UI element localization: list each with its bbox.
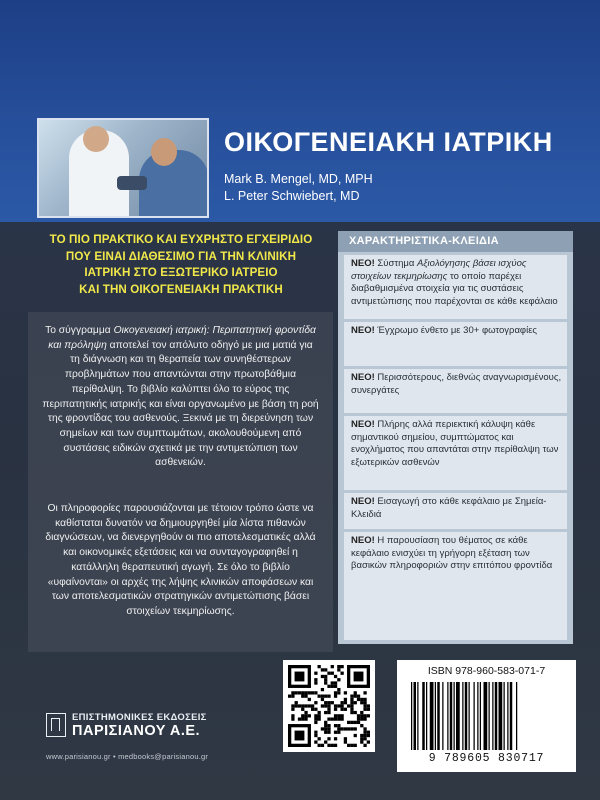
description-panel (28, 312, 333, 652)
desc-p1-book-title: Οικογενειακή ιατρική: Περιπατητική φροντίδα και πρόληψη (48, 325, 316, 351)
feature-text: Έγχρωμο ένθετο με 30+ φωτογραφίες (374, 325, 538, 336)
photo-doctor-head (83, 126, 109, 152)
feature-item (344, 416, 567, 490)
photo-patient-head (151, 138, 177, 166)
book-title: ΟΙΚΟΓΕΝΕΙΑΚΗ ΙΑΤΡΙΚΗ (224, 127, 553, 157)
feature-text: Εισαγωγή στο κάθε κεφάλαιο με Σημεία-Κλειδιά (351, 496, 547, 520)
isbn-label: ISBN 978-960-583-071-7 (427, 665, 546, 677)
desc-p1-post: αποτελεί τον απόλυτο οδηγό με μια ματιά για τη διάγνωση και τη θεραπεία των συνηθέστερων προβλημάτων που απαντώνται στην πρωτοβάθμια περίθαλψη. Το βιβλίο καλύπτει όλο το εύρος της περιπατητικής ιατρικής και είναι οργανωμένο με βάση τη ροή της φροντίδας του ασθενούς. Ξεκινά με τη διερεύνηση των σημείων και των συμπτωμάτων, ακολουθούμενη από συστάσεις ειδικών σχετικά με την αντιμετώπιση των ασθενειών. (42, 339, 319, 469)
new-tag: ΝΕΟ! (351, 496, 375, 507)
new-tag: ΝΕΟ! (351, 372, 375, 383)
key-features-heading: ΧΑΡΑΚΤΗΡΙΣΤΙΚΑ-ΚΛΕΙΔΙΑ (338, 231, 573, 252)
desc-p1-pre: Το σύγγραμμα (45, 325, 114, 336)
publisher-subtitle: ΕΠΙΣΤΗΜΟΝΙΚΕΣ ΕΚΔΟΣΕΙΣ (72, 712, 207, 723)
publisher-logo-icon (46, 713, 66, 737)
new-tag: ΝΕΟ! (351, 419, 375, 430)
feature-text-italic: Αξιολόγησης βάσει ισχύος στοιχείων τεκμηρίωσης (351, 258, 527, 282)
qr-code-graphic (288, 665, 370, 747)
qr-code (283, 660, 375, 752)
publisher-contact: www.parisianou.gr • medbooks@parisianou.gr (46, 752, 209, 761)
feature-item (344, 493, 567, 529)
author-2: L. Peter Schwiebert, MD (224, 189, 360, 203)
photo-bp-cuff (117, 176, 147, 190)
feature-text: Η παρουσίαση του θέματος σε κάθε κεφάλαιο ενισχύει τη γρήγορη εξέταση των βασικών πληροφοριών στην επιτόπου φροντίδα (351, 535, 553, 572)
feature-item (344, 322, 567, 366)
headline-line: ΤΟ ΠΙΟ ΠΡΑΚΤΙΚΟ ΚΑΙ ΕΥΧΡΗΣΤΟ ΕΓΧΕΙΡΙΔΙΟ (49, 233, 313, 246)
barcode-digits: 9 789605 830717 (428, 752, 545, 765)
headline-line: ΙΑΤΡΙΚΗ ΣΤΟ ΕΞΩΤΕΡΙΚΟ ΙΑΤΡΕΙΟ (84, 266, 278, 279)
description-paragraph-1 (28, 324, 333, 471)
publisher-name: ΠΑΡΙΣΙΑΝΟΥ Α.Ε. (72, 723, 201, 739)
author-1: Mark B. Mengel, MD, MPH (224, 172, 373, 186)
feature-text: Πλήρης αλλά περιεκτική κάλυψη κάθε σημαντικού σημείου, συμπτώματος και ενοχλήματος που απαντάται στην περίθαλψη των εξωτερικών ασθενών (351, 419, 559, 468)
key-features-panel (338, 231, 573, 644)
feature-text: Σύστημα (374, 258, 417, 269)
new-tag: ΝΕΟ! (351, 325, 375, 336)
barcode-graphic (409, 682, 565, 750)
cover-photo (37, 118, 209, 218)
isbn-barcode (397, 660, 576, 772)
new-tag: ΝΕΟ! (351, 258, 375, 269)
new-tag: ΝΕΟ! (351, 535, 375, 546)
headline-line: ΚΑΙ ΤΗΝ ΟΙΚΟΓΕΝΕΙΑΚΗ ΠΡΑΚΤΙΚΗ (79, 282, 283, 296)
description-paragraph-2: Οι πληροφορίες παρουσιάζονται με τέτοιον τρόπο ώστε να καθίσταται δυνατόν να δημιουργηθεί μία λίστα πιθανών διαγνώσεων, να διενεργηθούν οι πιο αποτελεσματικές αλλά και οικονομικές εξετάσεις και να συνταγογραφηθεί η κατάλληλη θεραπευτική αγωγή. Σε όλο το βιβλίο «υφαίνονται» οι αρχές της λήψης κλινικών αποφάσεων και των αποτελεσματικών στρατηγικών αντιμετώπισης βάσει στοιχείων τεκμηρίωσης. (45, 503, 316, 617)
feature-item (344, 255, 567, 319)
headline (28, 232, 334, 298)
feature-item (344, 369, 567, 413)
feature-text: Περισσότερους, διεθνώς αναγνωρισμένους, συνεργάτες (351, 372, 562, 396)
feature-item (344, 532, 567, 640)
feature-text: το οποίο παρέχει διαβαθμισμένα στοιχεία για τις συστάσεις αντιμετώπισης που παρέχονται σε κάθε κεφάλαιο (351, 270, 558, 307)
headline-line: ΠΟΥ ΕΙΝΑΙ ΔΙΑΘΕΣΙΜΟ ΓΙΑ ΤΗΝ ΚΛΙΝΙΚΗ (65, 249, 297, 263)
